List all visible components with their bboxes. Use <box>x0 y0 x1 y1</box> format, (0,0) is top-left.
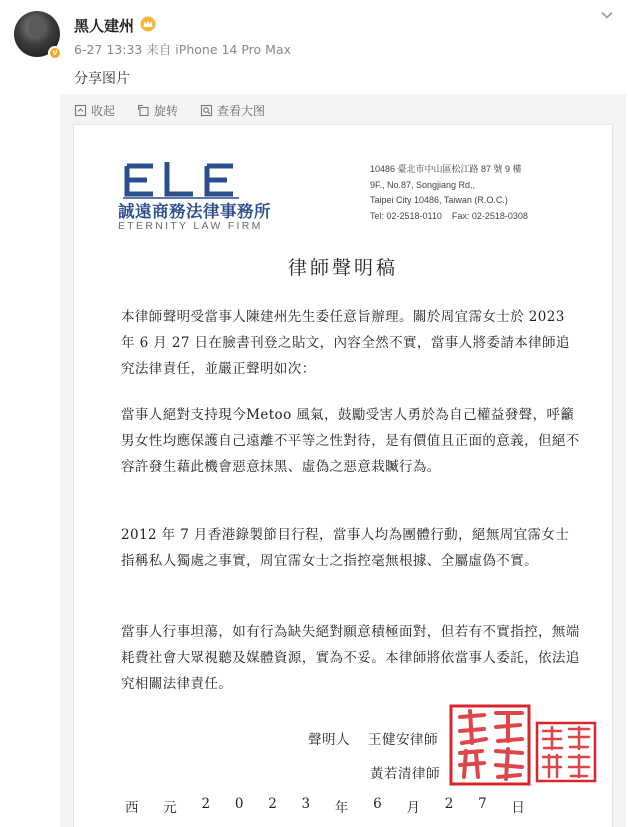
view-large-label: 查看大图 <box>217 103 266 118</box>
date-char: 西 <box>125 800 139 816</box>
firm-logo <box>123 160 239 200</box>
signature-line <box>308 728 438 748</box>
address-line: 9F., No.87, Songjiang Rd., <box>370 179 476 190</box>
crown-icon <box>140 16 156 32</box>
date-char: 0 <box>234 796 244 812</box>
contact-line <box>370 209 528 225</box>
date-row <box>125 796 525 816</box>
seal-stamp <box>535 721 597 783</box>
collapse-icon <box>74 104 87 117</box>
address-line: Taipei City 10486, Taiwan (R.O.C.) <box>370 195 508 205</box>
date-char: 日 <box>511 800 525 816</box>
date-char: 月 <box>406 800 420 816</box>
verified-badge-icon: v <box>48 46 62 60</box>
firm-name-cn: 誠遠商務法律事務所 <box>118 202 271 221</box>
date-char: 2 <box>444 796 454 812</box>
seal-stamp <box>448 703 532 787</box>
address-line: 10486 臺北市中山區松江路 87 號 9 樓 <box>370 164 522 174</box>
magnify-icon <box>200 104 213 117</box>
paragraph: 當事人行事坦蕩，如有行為缺失絕對願意積極面對，但若有不實指控，無端耗費社會大眾視聽及媒體資源，實為不妥。本律師將依當事人委託，依法追究相關法律責任。 <box>121 624 580 692</box>
date-char: 6 <box>373 796 382 812</box>
firm-name-en: ETERNITY LAW FIRM <box>118 220 263 232</box>
date-char: 2 <box>201 796 211 812</box>
lawyer-name: 黃若清律師 <box>370 766 440 782</box>
date-char: 3 <box>301 796 311 812</box>
document-image[interactable] <box>73 124 613 827</box>
date-char: 年 <box>334 800 349 816</box>
chevron-down-icon[interactable] <box>600 8 614 22</box>
media-toolbar <box>74 100 265 120</box>
document-title: 律師聲明稿 <box>287 257 398 279</box>
post-text: 分享图片 <box>74 71 130 87</box>
rotate-icon <box>137 104 150 117</box>
collapse-label: 收起 <box>91 103 116 118</box>
date-char: 2 <box>268 796 277 812</box>
rotate-label: 旋转 <box>154 103 179 118</box>
lawyer-name: 王健安律師 <box>368 732 438 748</box>
paragraph: 當事人絕對支持現今Metoo 風氣，鼓勵受害人勇於為自己權益發聲，呼籲男女性均應保護自己遠離不平等之性對待，是有價值且正面的意義，但絕不容許發生藉此機會惡意抹黑、虛偽之惡意栽贓行為。 <box>121 407 580 475</box>
date-char: 元 <box>163 800 177 816</box>
fax: Fax: 02-2518-0308 <box>451 210 528 221</box>
date-char: 7 <box>478 796 487 812</box>
address-block <box>370 162 528 224</box>
username[interactable]: 黑人建州 <box>74 17 135 35</box>
tel: Tel: 02-2518-0110 <box>370 210 442 221</box>
paragraph: 2012 年 7 月香港錄製節目行程，當事人均為團體行動，絕無周宜霈女士指稱私人獨處之事實，周宜霈女士之指控毫無根據、全屬虛偽不實。 <box>121 527 570 569</box>
signatory-label: 聲明人 <box>308 732 350 748</box>
rotate-button[interactable] <box>137 100 178 120</box>
post-meta: 6-27 13:33 来自 iPhone 14 Pro Max <box>74 42 292 57</box>
collapse-button[interactable] <box>74 100 115 120</box>
paragraph: 本律師聲明受當事人陳建州先生委任意旨辦理。關於周宜霈女士於 2023 年 6 月 27 日在臉書刊登之貼文，內容全然不實，當事人將委請本律師追究法律責任，並嚴正聲明如次： <box>121 309 570 377</box>
view-large-button[interactable] <box>200 100 265 120</box>
post-header <box>0 0 628 70</box>
